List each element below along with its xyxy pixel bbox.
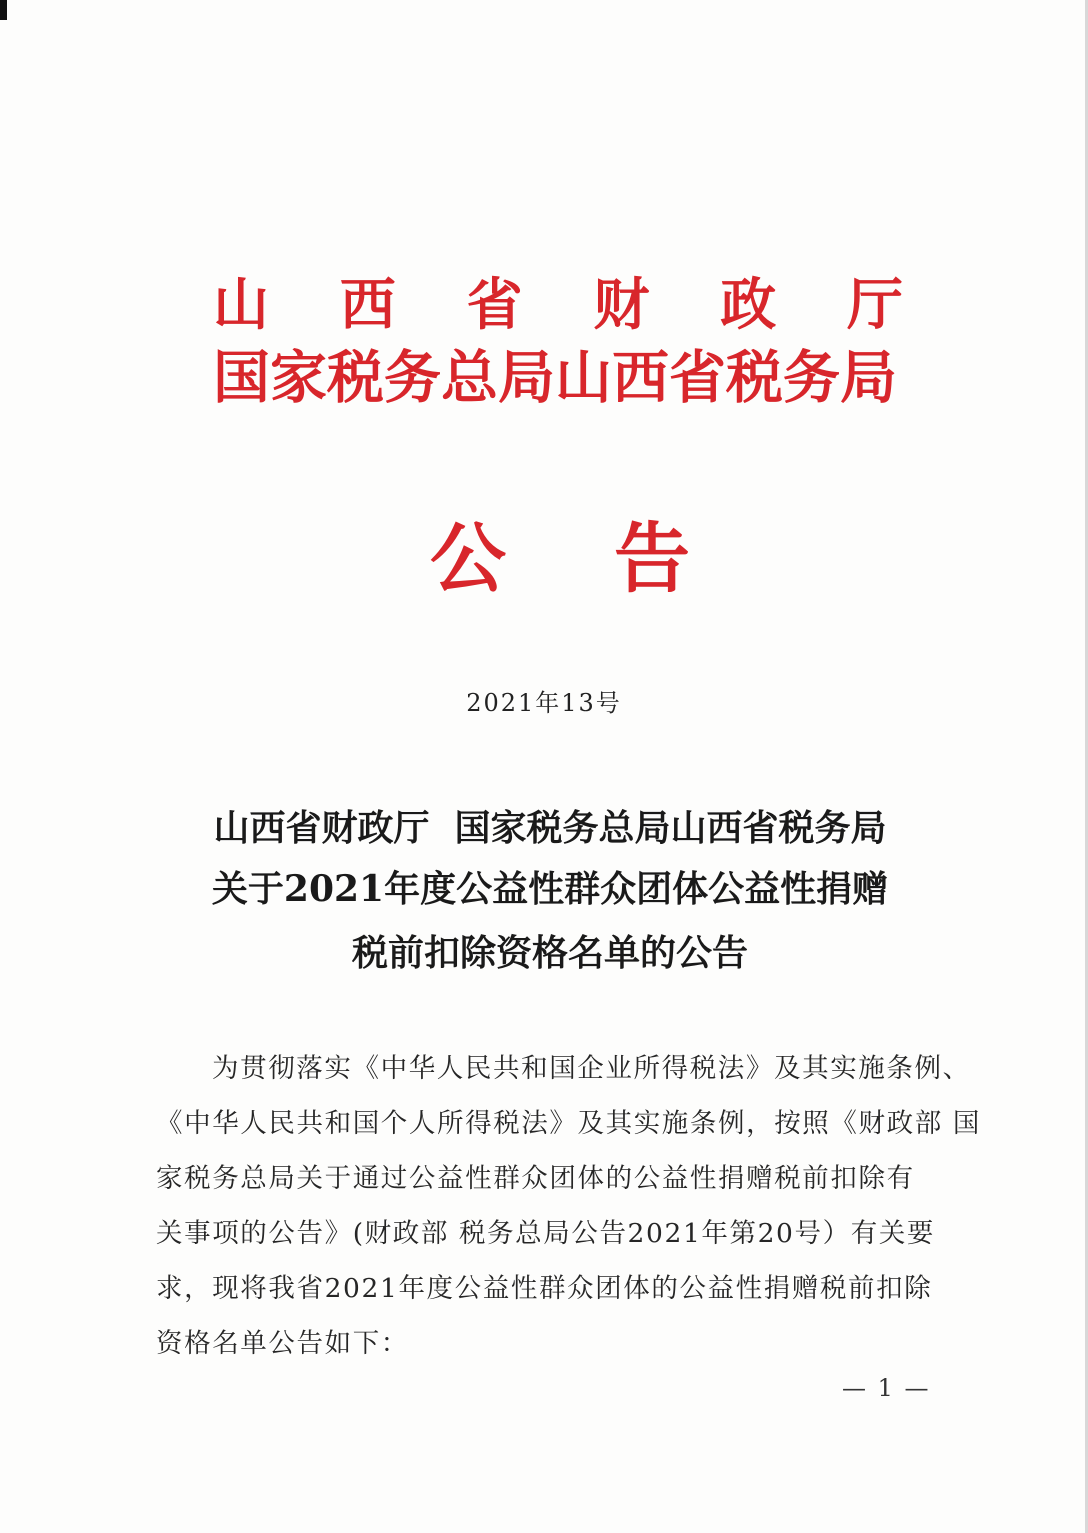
body-line: 家税务总局关于通过公益性群众团体的公益性捐赠税前扣除有 bbox=[156, 1163, 915, 1194]
issuer-char: 财 bbox=[593, 273, 650, 338]
scan-corner-mark bbox=[0, 0, 7, 20]
title-line-2: 关于2021年度公益性群众团体公益性捐赠 bbox=[211, 868, 889, 910]
document-type-heading bbox=[430, 516, 690, 602]
document-number: 2021年13号 bbox=[466, 689, 622, 717]
issuer-char: 政 bbox=[720, 273, 777, 338]
body-line: 求，现将我省2021年度公益性群众团体的公益性捐赠税前扣除 bbox=[156, 1273, 933, 1304]
issuer-char: 山 bbox=[213, 273, 269, 338]
page-number: — 1 — bbox=[842, 1374, 931, 1402]
issuer-char: 西 bbox=[339, 273, 396, 338]
issuer-char: 省 bbox=[466, 273, 523, 338]
title-line-3: 税前扣除资格名单的公告 bbox=[351, 932, 748, 974]
doctype-char: 告 bbox=[614, 514, 690, 603]
body-line: 《中华人民共和国个人所得税法》及其实施条例，按照《财政部 国 bbox=[156, 1108, 981, 1139]
issuer-finance-department bbox=[213, 274, 903, 338]
doctype-char: 公 bbox=[430, 514, 506, 603]
issuer-char: 厅 bbox=[846, 273, 903, 338]
body-line: 为贯彻落实《中华人民共和国企业所得税法》及其实施条例、 bbox=[212, 1053, 971, 1084]
title-line-1: 山西省财政厅 国家税务总局山西省税务局 bbox=[213, 807, 887, 849]
body-line: 资格名单公告如下： bbox=[156, 1328, 409, 1359]
issuer-tax-bureau: 国家税务总局山西省税务局 bbox=[213, 345, 897, 411]
body-line: 关事项的公告》(财政部 税务总局公告2021年第20号）有关要 bbox=[156, 1218, 936, 1249]
